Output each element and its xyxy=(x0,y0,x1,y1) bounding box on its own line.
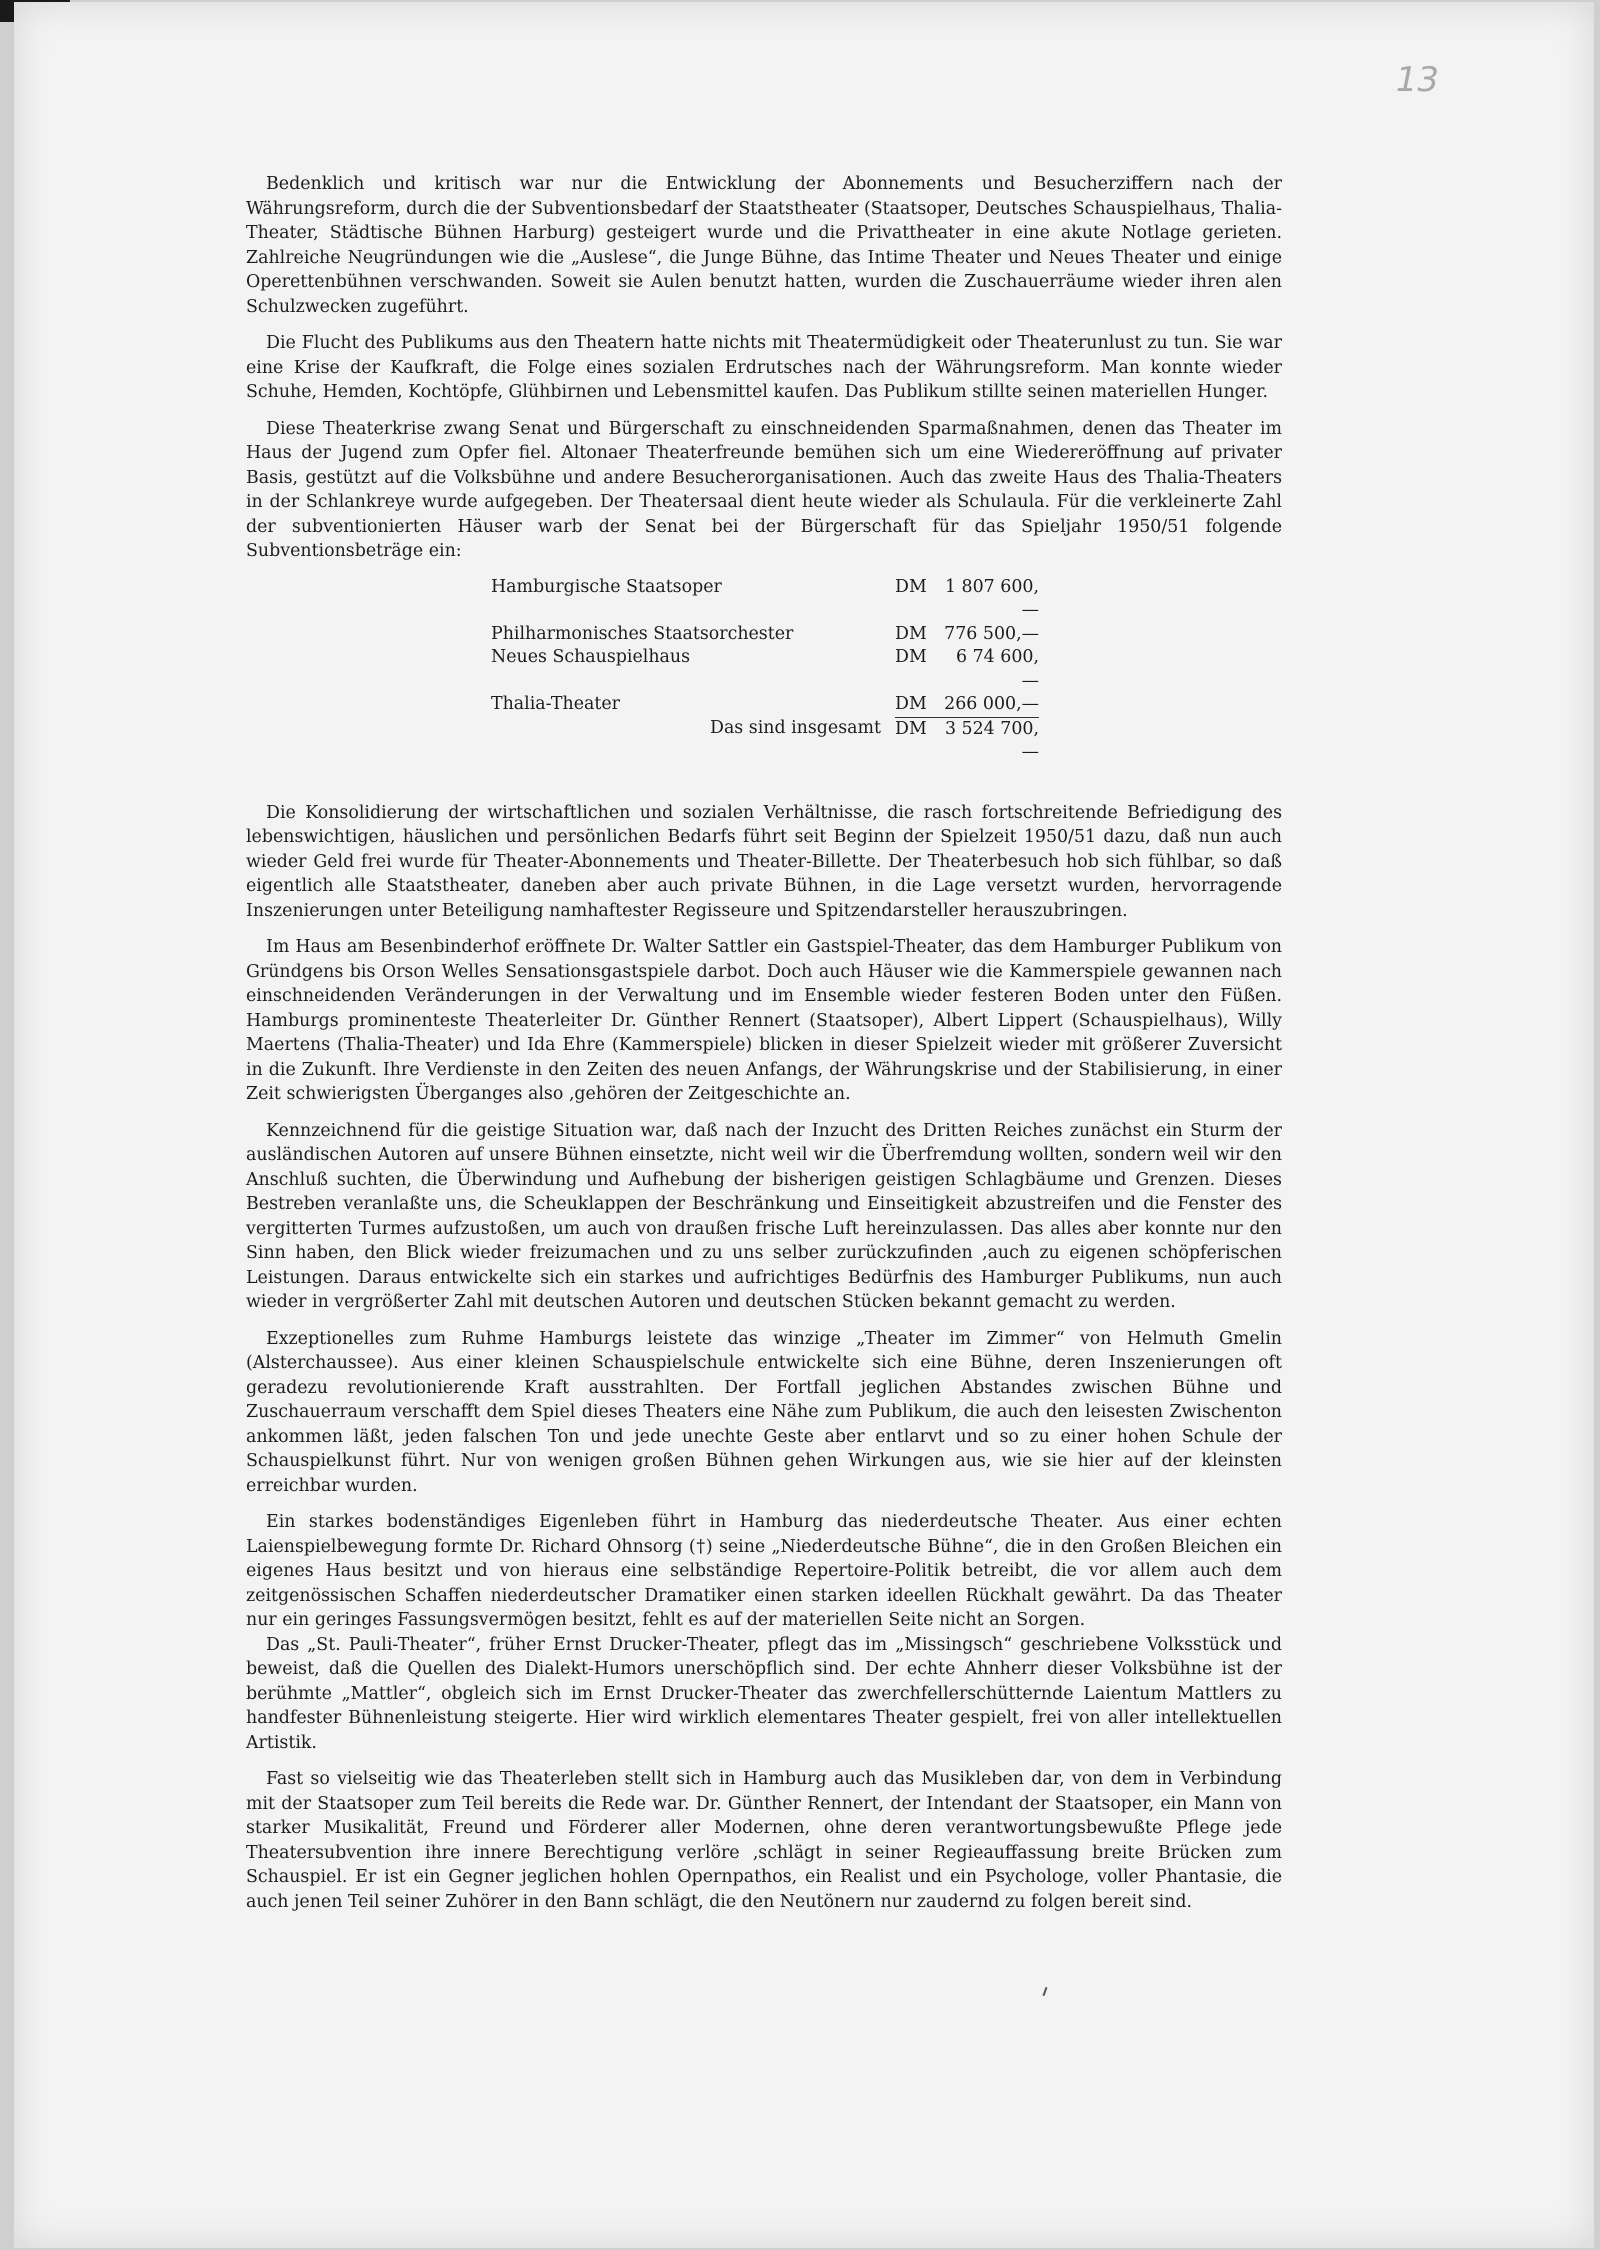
subsidy-total-row xyxy=(491,717,1039,765)
document-page xyxy=(14,2,1594,2248)
paragraph: Fast so vielseitig wie das Theaterleben stellt sich in Hamburg auch das Musikleben dar, von dem in Verbindung mit der Staatsoper zum Teil bereits die Rede war. Dr. Günther Rennert, der Intendant der Staatsoper, ein Mann von starker Musikalität, Freund und Förderer aller Modernen, ohne deren verantwortungsbewußte Pflege jede Theatersubvention ihre innere Berechtigung verlöre ‚schlägt in seiner Regieauffassung breite Brücken zum Schauspiel. Er ist ein Gegner jeglichen hohlen Opernpathos, ein Realist und ein Psychologe, voller Phantasie, die auch jenen Teil seiner Zuhörer in den Bann schlägt, die den Neutönern nur zaudernd zu folgen bereit sind. xyxy=(246,1769,1282,1912)
paragraph: Bedenklich und kritisch war nur die Entwicklung der Abonnements und Besucherziffern nach der Währungsreform, durch die der Subventionsbedarf der Staatstheater (Staatsoper, Deutsches Schauspielhaus, Thalia-Theater, Städtische Bühnen Harburg) gesteigert wurde und die Privattheater in eine akute Notlage gerieten. Zahlreiche Neugründungen wie die „Auslese“, die Junge Bühne, das Intime Theater und Neues Theater und einige Operettenbühnen verschwanden. Soweit sie Aulen benutzt hatten, wurden die Zuschauerräume wieder ihren alen Schulzwecken zugeführt. xyxy=(246,174,1282,317)
subsidy-name: Neues Schauspielhaus xyxy=(491,647,691,667)
subsidy-name: Thalia-Theater xyxy=(491,694,620,714)
subsidy-name: Philharmonisches Staatsorchester xyxy=(491,623,794,644)
subsidy-amount: 6 74 600,— xyxy=(956,647,1039,691)
subsidy-name: Hamburgische Staatsoper xyxy=(491,576,722,597)
subsidy-amount: 266 000,— xyxy=(944,694,1039,714)
subsidy-row xyxy=(491,576,1039,623)
paragraph: Im Haus am Besenbinderhof eröffnete Dr. Walter Sattler ein Gastspiel-Theater, das dem Hamburger Publikum von Gründgens bis Orson Welles Sensationsgastspiele darbot. Doch auch Häuser wie die Kammerspiele gewannen nach einschneidenden Veränderungen in der Verwaltung und im Ensemble wieder festeren Boden unter den Füßen. Hamburgs prominenteste Theaterleiter Dr. Günther Rennert (Staatsoper), Albert Lippert (Schauspielhaus), Willy Maertens (Thalia-Theater) und Ida Ehre (Kammerspiele) blicken in dieser Spielzeit wieder mit größerer Zuversicht in die Zukunft. Ihre Verdienste in den Zeiten des neuen Anfangs, der Währungskrise und der Stabilisierung, in einer Zeit schwierigsten Überganges also ‚gehören der Zeitgeschichte an. xyxy=(246,937,1282,1104)
document-body xyxy=(246,172,1282,1926)
paragraph: Diese Theaterkrise zwang Senat und Bürgerschaft zu einschneidenden Sparmaßnahmen, denen das Theater im Haus der Jugend zum Opfer fiel. Altonaer Theaterfreunde bemühen sich um eine Wiedereröffnung auf privater Basis, gestützt auf die Volksbühne und andere Besucherorganisationen. Auch das zweite Haus des Thalia-Theaters in der Schlankreye wurde aufgegeben. Der Theatersaal dient heute wieder als Schulaula. Für die verkleinerte Zahl der subventionierten Häuser warb der Senat bei der Bürgerschaft für das Spieljahr 1950/51 folgende Subventionsbeträge ein: xyxy=(246,418,1282,561)
subsidy-total-amount: 3 524 700,— xyxy=(939,717,1039,765)
subsidy-table xyxy=(491,576,1039,765)
subsidy-currency: DM xyxy=(895,576,927,597)
subsidy-total-currency: DM xyxy=(895,717,939,765)
subsidy-currency: DM xyxy=(895,623,927,644)
paragraph: Kennzeichnend für die geistige Situation war, daß nach der Inzucht des Dritten Reiches zunächst ein Sturm der ausländischen Autoren auf unsere Bühnen einsetzte, nicht weil wir die Überfremdung wollten, sondern weil wir den Anschluß suchten, die Überwindung und Aufhebung der bisherigen geistigen Schlagbäume und Grenzen. Dieses Bestreben veranlaßte uns, die Scheuklappen der Beschränkung und Einseitigkeit abzustreifen und die Fenster des vergitterten Turmes aufzustoßen, um auch von draußen frische Luft hereinzulassen. Das alles aber konnte nur den Sinn haben, den Blick wieder freizumachen und zu uns selber zurückzufinden ‚auch zu eigenen schöpferischen Leistungen. Daraus entwickelte sich ein starkes und aufrichtiges Bedürfnis des Hamburger Publikums, nun auch wieder in vergrößerter Zahl mit deutschen Autoren und deutschen Stücken bekannt gemacht zu werden. xyxy=(246,1120,1282,1312)
paragraph: Die Konsolidierung der wirtschaftlichen und sozialen Verhältnisse, die rasch fortschreitende Befriedigung des lebenswichtigen, häuslichen und persönlichen Bedarfs führt seit Beginn der Spielzeit 1950/51 dazu, daß nun auch wieder Geld frei wurde für Theater-Abonnements und Theater-Billette. Der Theaterbesuch hob sich fühlbar, so daß eigentlich alle Staatstheater, daneben aber auch private Bühnen, in die Lage versetzt wurden, hervorragende Inszenierungen unter Beteiligung namhaftester Regisseure und Spitzendarsteller herauszubringen. xyxy=(246,802,1282,921)
subsidy-row xyxy=(491,646,1039,693)
subsidy-currency: DM xyxy=(895,694,927,714)
subsidy-currency: DM xyxy=(895,647,927,667)
paragraph: Das „St. Pauli-Theater“, früher Ernst Drucker-Theater, pflegt das im „Missingsch“ geschriebene Volksstück und beweist, daß die Quellen des Dialekt-Humors unerschöpflich sind. Der echte Ahnherr dieser Volksbühne ist der berühmte „Mattler“, obgleich sich im Ernst Drucker-Theater das zwerchfellerschütternde Laientum Mattlers zu handfester Bühnenleistung steigerte. Hier wird wirklich elementares Theater gespielt, frei von aller intellektuellen Artistik. xyxy=(246,1634,1282,1753)
subsidy-row xyxy=(491,693,1039,717)
subsidy-amount: 1 807 600,— xyxy=(944,576,1039,620)
paragraph: Die Flucht des Publikums aus den Theatern hatte nichts mit Theatermüdigkeit oder Theaterunlust zu tun. Sie war eine Krise der Kaufkraft, die Folge eines sozialen Erdrutsches nach der Währungsreform. Man konnte wieder Schuhe, Hemden, Kochtöpfe, Glühbirnen und Lebensmittel kaufen. Das Publikum stillte seinen materiellen Hunger. xyxy=(246,333,1282,402)
subsidy-total-label: Das sind insgesamt xyxy=(710,718,881,738)
stray-ink-mark xyxy=(1043,1987,1048,1996)
page-number: 13 xyxy=(1395,60,1439,100)
subsidy-row xyxy=(491,623,1039,647)
subsidy-amount: 776 500,— xyxy=(944,623,1039,644)
paragraph: Exzeptionelles zum Ruhme Hamburgs leistete das winzige „Theater im Zimmer“ von Helmuth Gmelin (Alsterchaussee). Aus einer kleinen Schauspielschule entwickelte sich eine Bühne, deren Inszenierungen oft geradezu revolutionierende Kraft ausstrahlten. Der Fortfall jeglichen Abstandes zwischen Bühne und Zuschauerraum verschafft dem Spiel dieses Theaters eine Nähe zum Publikum, die auch den leisesten Zwischenton ankommen läßt, jeden falschen Ton und jede unechte Geste aber entlarvt und so zu einer hohen Schule der Schauspielkunst führt. Nur von wenigen großen Bühnen gehen Wirkungen aus, wie sie hier auf der kleinsten erreichbar wurden. xyxy=(246,1328,1282,1496)
paragraph: Ein starkes bodenständiges Eigenleben führt in Hamburg das niederdeutsche Theater. Aus einer echten Laienspielbewegung formte Dr. Richard Ohnsorg (†) seine „Niederdeutsche Bühne“, die in den Großen Bleichen ein eigenes Haus besitzt und von hieraus eine selbständige Repertoire-Politik betreibt, die vor allem auch dem zeitgenössischen Schaffen niederdeutscher Dramatiker einen starken ideellen Rückhalt gewährt. Da das Theater nur ein geringes Fassungsvermögen besitzt, fehlt es auf der materiellen Seite nicht an Sorgen. xyxy=(246,1512,1282,1630)
